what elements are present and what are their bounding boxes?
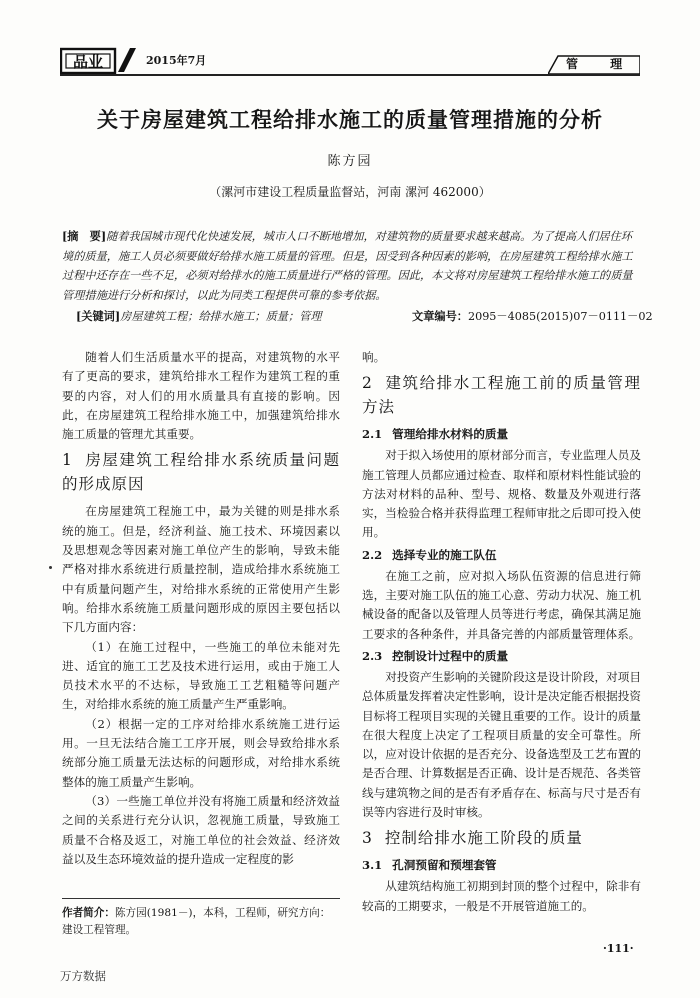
section-1-paragraph-2: （1）在施工过程中，一些施工的单位未能对先进、适宜的施工工艺及技术进行运用，或由于施工人员技术水平的不达标，导致施工工艺粗糙等问题产生，对给排水系统的施工质量产生严重影响。	[62, 639, 340, 712]
continued-text: 响。	[362, 350, 386, 364]
author-bio-label: 作者简介：	[62, 907, 115, 919]
page-number: ·111·	[603, 942, 634, 955]
subsection-2-3-paragraph: 对投资产生影响的关键阶段这是设计阶段，对项目总体质量发挥着决定性影响，设计是决定能否根据投资目标将工程项目实现的关键且重要的工作。设计的质量在很大程度上决定了工程项目质量的安全可靠性。所以，应对设计依据的是否充分、设备选型及工艺布置的是否合理、计算数据是否正确、设计是否规范、各类管线与建筑物之间的是否有矛盾存在、标高与尺寸是否有误等内容进行及时审核。	[362, 669, 641, 820]
keywords-label: [关键词]	[76, 309, 121, 323]
section-1-number: 1	[62, 451, 73, 470]
subsection-2-2-paragraph: 在施工之前，应对拟入场队伍资源的信息进行筛选，主要对施工队伍的施工心意、劳动力状况、施工机械设备的配备以及管理人员等进行考虑，确保其满足施工要求的各种条件，并具备完善的内部质量管理体系。	[362, 568, 641, 641]
article-number	[412, 308, 653, 324]
section-1-paragraph-3: （2）根据一定的工序对给排水系统施工进行运用。一旦无法结合施工工序开展，则会导致给排水系统部分施工质量无法达标的问题形成，对给排水系统整体的施工质量产生影响。	[62, 716, 340, 789]
intro-paragraph: 随着人们生活质量水平的提高，对建筑物的水平有了更高的要求，建筑给排水工程作为建筑工程的重要的内容，对人们的用水质量具有直接的影响。因此，在房屋建筑工程给排水施工中，加强建筑给排水施工质量的管理尤其重要。	[62, 350, 340, 442]
subsection-2-2-number: 2.2	[362, 547, 383, 562]
section-2-heading	[362, 371, 641, 419]
logo-text: 品业	[72, 53, 104, 71]
right-column	[362, 348, 641, 916]
subsection-3-1-title: 孔洞预留和预埋套管	[392, 858, 497, 873]
subsection-2-2-title: 选择专业的施工队伍	[392, 547, 497, 562]
section-3-heading	[362, 826, 641, 850]
subsection-2-2-heading	[362, 546, 641, 565]
section-3-title: 控制给排水施工阶段的质量	[384, 829, 583, 848]
journal-logo	[60, 46, 138, 74]
section-label: 管 理	[566, 57, 637, 71]
keywords	[76, 308, 322, 324]
author-bio-text: 陈方园(1981－)，本科，工程师，研究方向：建设工程管理。	[62, 907, 331, 936]
author-bio-footnote	[62, 905, 340, 939]
section-2-title: 建筑给排水工程施工前的质量管理方法	[362, 374, 641, 417]
abstract-label: [摘 要]	[62, 229, 107, 243]
margin-mark	[49, 566, 52, 569]
section-1-paragraph-4: （3）一些施工单位并没有将施工质量和经济效益之间的关系进行充分认识，忽视施工质量，导致施工质量不合格及返工，对施工单位的社会效益、经济效益以及生态环境效益的提升造成一定程度的影	[62, 793, 340, 866]
article-number-label: 文章编号：	[412, 309, 468, 323]
author-affiliation: （漯河市建设工程质量监督站，河南 漯河 462000）	[209, 185, 491, 199]
subsection-2-1-title: 管理给排水材料的质量	[392, 427, 509, 442]
keywords-text: 房屋建筑工程；给排水施工；质量；管理	[120, 310, 322, 323]
source-watermark: 万方数据	[60, 969, 106, 983]
subsection-2-3-title: 控制设计过程中的质量	[392, 648, 509, 663]
section-1-heading	[62, 448, 340, 496]
article-number-value: 2095－4085(2015)07－0111－02	[467, 310, 653, 323]
footnote-rule	[62, 898, 340, 899]
subsection-2-1-paragraph: 对于拟入场使用的原材部分而言，专业监理人员及施工管理人员都应通过检查、取样和原材料性能试验的方法对材料的品种、型号、规格、数量及外观进行落实，当检验合格并获得监理工程师审批之后即可投入使用。	[362, 448, 641, 540]
subsection-2-3-heading	[362, 647, 641, 666]
section-1-paragraph-1: 在房屋建筑工程施工中，最为关键的则是排水系统的施工。但是，经济利益、施工技术、环境因素以及思想观念等因素对施工单位产生的影响，导致未能严格对排水系统进行质量控制，造成给排水系统施工中有质量问题产生，对给排水系统的正常使用产生影响。给排水系统施工质量问题形成的原因主要包括以下几方面内容：	[62, 504, 340, 635]
abstract-text: 随着我国城市现代化快速发展，城市人口不断地增加，对建筑物的质量要求越来越高。为了提高人们居住环境的质量，施工人员必须要做好给排水施工质量的管理。但是，因受到各种因素的影响，在房屋建筑工程给排水施工过程中还存在一些不足，必须对给排水的施工质量进行严格的管理。因此，本文将对房屋建筑工程给排水施工的质量管理措施进行分析和探讨，以此为同类工程提供可靠的参考依据。	[62, 230, 633, 302]
section-1-title: 房屋建筑工程给排水系统质量问题的形成原因	[62, 451, 340, 494]
subsection-2-1-heading	[362, 425, 641, 444]
abstract	[62, 227, 642, 305]
subsection-3-1-paragraph: 从建筑结构施工初期到封顶的整个过程中，除非有较高的工期要求，一般是不开展管道施工的。	[362, 879, 641, 913]
subsection-3-1-heading	[362, 856, 641, 875]
article-author: 陈方园	[327, 154, 373, 169]
subsection-3-1-number: 3.1	[362, 858, 383, 873]
header-rule	[60, 74, 640, 76]
section-3-number: 3	[362, 829, 373, 848]
subsection-2-1-number: 2.1	[362, 427, 383, 442]
issue-date: 2015年7月	[146, 54, 207, 67]
article-title: 关于房屋建筑工程给排水施工的质量管理措施的分析	[97, 107, 603, 132]
subsection-2-3-number: 2.3	[362, 648, 383, 663]
section-2-number: 2	[362, 374, 373, 393]
left-column	[62, 348, 340, 869]
